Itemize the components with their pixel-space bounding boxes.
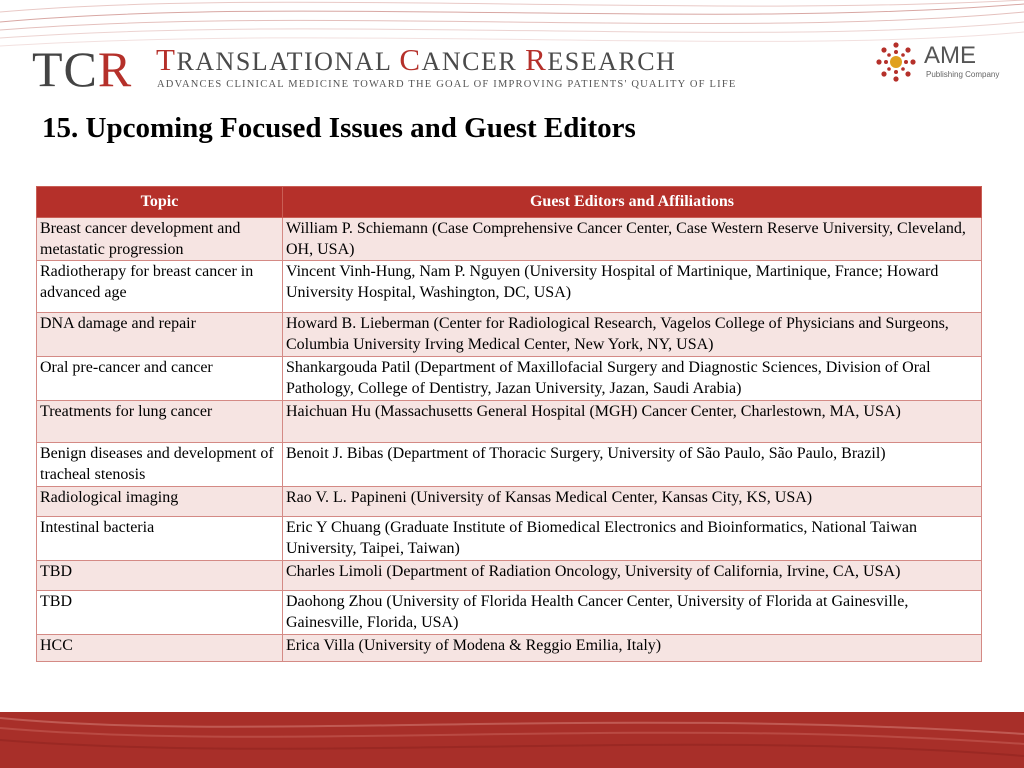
journal-tagline: ADVANCES CLINICAL MEDICINE TOWARD THE GOAL OF IMPROVING PATIENTS' QUALITY OF LIFE (157, 79, 737, 90)
table-row (37, 443, 982, 487)
table-row (37, 561, 982, 591)
page-header (0, 40, 1024, 100)
topic-cell: Treatments for lung cancer (37, 401, 283, 443)
editors-cell: Erica Villa (University of Modena & Reggio Emilia, Italy) (283, 635, 982, 662)
ame-publisher-logo (874, 40, 1004, 86)
editors-cell: Rao V. L. Papineni (University of Kansas Medical Center, Kansas City, KS, USA) (283, 487, 982, 517)
topic-cell: Radiotherapy for breast cancer in advanced age (37, 261, 283, 313)
ame-dots-icon (874, 40, 918, 84)
topic-cell: Benign diseases and development of tracheal stenosis (37, 443, 283, 487)
editors-cell: Shankargouda Patil (Department of Maxillofacial Surgery and Diagnostic Sciences, Division of Oral Pathology, College of Dentistry, Jazan University, Jazan, Saudi Arabia) (283, 357, 982, 401)
ame-wordmark: AME (924, 42, 977, 69)
editors-cell: Daohong Zhou (University of Florida Health Cancer Center, University of Florida at Gainesville, Gainesville, Florida, USA) (283, 591, 982, 635)
editors-cell: Vincent Vinh-Hung, Nam P. Nguyen (University Hospital of Martinique, Martinique, France; Howard University Hospital, Washington, DC, USA) (283, 261, 982, 313)
topic-cell: Breast cancer development and metastatic progression (37, 218, 283, 261)
table-row (37, 218, 982, 261)
table-row (37, 517, 982, 561)
footer-band-decoration (0, 712, 1024, 768)
journal-title: TRANSLATIONAL CANCER RESEARCH (156, 42, 677, 77)
ame-subtitle: Publishing Company (926, 70, 1000, 79)
topic-cell: TBD (37, 591, 283, 635)
header-topic: Topic (37, 187, 283, 218)
topic-cell: Intestinal bacteria (37, 517, 283, 561)
slide-title: 15. Upcoming Focused Issues and Guest Editors (42, 112, 636, 144)
table-row (37, 401, 982, 443)
table-row (37, 591, 982, 635)
topic-cell: Oral pre-cancer and cancer (37, 357, 283, 401)
table-header-row (37, 187, 982, 218)
guest-editors-table (36, 186, 982, 662)
table-row (37, 261, 982, 313)
header-guest-editors: Guest Editors and Affiliations (283, 187, 982, 218)
topic-cell: HCC (37, 635, 283, 662)
table-row (37, 487, 982, 517)
topic-cell: Radiological imaging (37, 487, 283, 517)
editors-cell: William P. Schiemann (Case Comprehensive Cancer Center, Case Western Reserve University, Cleveland, OH, USA) (283, 218, 982, 261)
topic-cell: DNA damage and repair (37, 313, 283, 357)
editors-cell: Haichuan Hu (Massachusetts General Hospital (MGH) Cancer Center, Charlestown, MA, USA) (283, 401, 982, 443)
topic-cell: TBD (37, 561, 283, 591)
editors-cell: Howard B. Lieberman (Center for Radiological Research, Vagelos College of Physicians and Surgeons, Columbia University Irving Medical Center, New York, NY, USA) (283, 313, 982, 357)
editors-cell: Eric Y Chuang (Graduate Institute of Biomedical Electronics and Bioinformatics, National Taiwan University, Taipei, Taiwan) (283, 517, 982, 561)
tcr-logo: TCR (32, 41, 133, 97)
editors-cell: Benoit J. Bibas (Department of Thoracic Surgery, University of São Paulo, São Paulo, Brazil) (283, 443, 982, 487)
table-row (37, 357, 982, 401)
table-row (37, 313, 982, 357)
editors-cell: Charles Limoli (Department of Radiation Oncology, University of California, Irvine, CA, USA) (283, 561, 982, 591)
table-row (37, 635, 982, 662)
